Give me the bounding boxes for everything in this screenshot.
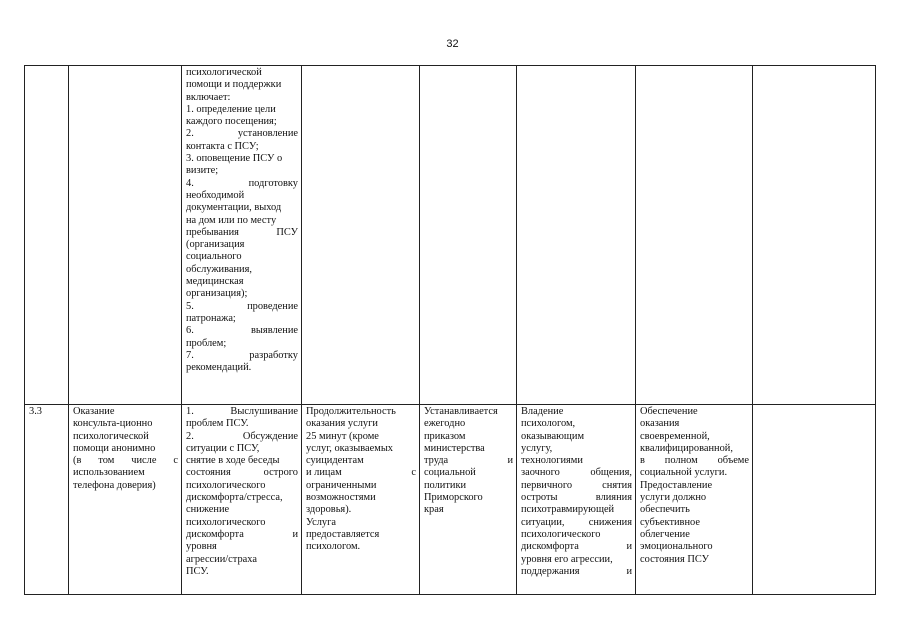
text-line: Обеспечение	[640, 406, 698, 417]
text-line: ПСУ.	[186, 565, 209, 577]
cell-evaluation	[636, 66, 753, 405]
text-word: дискомфорта	[521, 541, 579, 553]
text-word: проведение	[247, 300, 298, 312]
text-word: и	[626, 541, 632, 553]
text-line	[521, 492, 632, 504]
text-word: 4.	[186, 177, 194, 189]
text-line: субъективное	[640, 516, 700, 528]
cell-duration	[302, 66, 420, 405]
text-line: необходимой	[186, 189, 245, 201]
text-word: и	[507, 455, 513, 467]
text-line: организация);	[186, 288, 248, 300]
text-line: Продолжительность	[306, 406, 396, 417]
text-line	[521, 467, 632, 479]
table-row	[25, 405, 876, 595]
text-word: с	[173, 455, 178, 467]
text-line: социальной услуги.	[640, 467, 728, 479]
text-line	[424, 455, 513, 467]
text-line: края	[424, 504, 444, 516]
text-line	[186, 128, 298, 140]
table-row	[25, 66, 876, 405]
text-line: приказом	[424, 430, 466, 442]
text-line: услугу,	[521, 442, 553, 454]
text-line: услуг, оказываемых	[306, 442, 393, 454]
text-line	[186, 301, 298, 313]
cell-number	[25, 66, 69, 405]
text-line: психологического	[186, 516, 266, 528]
text-line: помощи анонимно	[73, 442, 156, 454]
text-word: том	[98, 455, 115, 467]
text-word: подготовку	[248, 177, 298, 189]
text-word: ситуации,	[521, 516, 565, 528]
text-line: обслуживания,	[186, 263, 252, 275]
text-line: суицидентам	[306, 455, 364, 467]
text-line: включает:	[186, 91, 231, 103]
text-line: психологом,	[521, 418, 576, 430]
text-line: психологического	[186, 479, 266, 491]
text-line: визите;	[186, 165, 219, 177]
cell-quality	[517, 66, 636, 405]
text-line	[306, 467, 416, 479]
text-line: ежегодно	[424, 418, 466, 430]
text-word: 7.	[186, 349, 194, 361]
cell-service-content	[182, 405, 302, 595]
text-line: Приморского	[424, 492, 483, 504]
text-line	[186, 178, 298, 190]
text-line: рекомендаций.	[186, 362, 252, 374]
cell-service-name	[69, 66, 182, 405]
text-line	[186, 529, 298, 541]
text-line	[521, 566, 632, 578]
text-line: своевременной,	[640, 430, 710, 442]
cell-quality	[517, 405, 636, 595]
text-line: телефона доверия)	[73, 479, 156, 491]
text-line: Устанавливается	[424, 406, 498, 417]
text-line: облегчение	[640, 528, 690, 540]
text-line: психологом.	[306, 541, 361, 553]
text-word: снятия	[602, 479, 632, 491]
text-line	[521, 517, 632, 529]
text-line	[186, 406, 298, 418]
text-line: ситуации с ПСУ,	[186, 442, 260, 454]
text-word: 1.	[186, 406, 194, 417]
text-word: 5.	[186, 300, 194, 312]
text-line: консульта-ционно	[73, 418, 153, 430]
text-line: проблем ПСУ.	[186, 418, 249, 430]
text-word: пребывания	[186, 226, 239, 238]
text-word: поддержания	[521, 565, 580, 577]
text-line: Услуга	[306, 516, 336, 528]
text-word: труда	[424, 455, 449, 467]
text-line: психотравмирующей	[521, 504, 615, 516]
text-line: 1. определение цели	[186, 103, 276, 115]
text-line: патронажа;	[186, 312, 236, 324]
text-line: оказывающим	[521, 430, 585, 442]
text-line: предоставляется	[306, 528, 380, 540]
text-line: министерства	[424, 442, 485, 454]
text-line	[521, 480, 632, 492]
text-line: на дом или по месту	[186, 214, 277, 226]
text-line: психологической	[186, 67, 262, 78]
text-word: дискомфорта	[186, 528, 244, 540]
text-line: уровня	[186, 541, 217, 553]
text-line: медицинская	[186, 276, 244, 288]
text-word: 2.	[186, 430, 194, 442]
text-line: Оказание	[73, 406, 115, 417]
text-word: заочного	[521, 467, 560, 479]
text-word: 2.	[186, 128, 194, 140]
cell-service-content	[182, 66, 302, 405]
text-line: политики	[424, 479, 467, 491]
text-line: 3. оповещение ПСУ о	[186, 153, 283, 165]
text-line: квалифицированной,	[640, 442, 733, 454]
text-line	[73, 455, 178, 467]
text-word: установление	[237, 128, 298, 140]
text-word: ПСУ	[276, 226, 298, 238]
text-line: технологиями	[521, 455, 583, 467]
cell-service-name	[69, 405, 182, 595]
cell-standard	[420, 405, 517, 595]
text-word: Выслушивание	[230, 406, 298, 417]
text-word: состояния	[186, 467, 231, 479]
text-word: числе	[131, 455, 157, 467]
text-line: Предоставление	[640, 479, 713, 491]
text-line	[186, 431, 298, 443]
cell-duration	[302, 405, 420, 595]
text-word: выявление	[251, 325, 298, 337]
text-line: ограниченными	[306, 479, 377, 491]
text-word: остроты	[521, 492, 558, 504]
text-line: обеспечить	[640, 504, 690, 516]
text-line: психологической	[73, 430, 149, 442]
text-line	[186, 227, 298, 239]
text-line: помощи и поддержки	[186, 79, 282, 91]
text-line: возможностями	[306, 492, 376, 504]
cell-standard	[420, 66, 517, 405]
cell-evaluation	[636, 405, 753, 595]
text-word: первичного	[521, 479, 573, 491]
text-line: (организация	[186, 239, 245, 251]
text-line: социального	[186, 251, 242, 263]
text-line: услуги должно	[640, 492, 707, 504]
text-line: эмоционального	[640, 541, 713, 553]
text-line	[186, 350, 298, 362]
text-line: дискомфорта/стресса,	[186, 492, 283, 504]
text-line: контакта с ПСУ;	[186, 140, 259, 152]
text-line: здоровья).	[306, 504, 352, 516]
text-line	[186, 467, 298, 479]
text-word: Обсуждение	[242, 430, 298, 442]
text-line: документации, выход	[186, 202, 282, 214]
text-word: разработку	[249, 349, 298, 361]
text-line: уровня его агрессии,	[521, 553, 613, 565]
cell-number: 3.3	[25, 405, 69, 595]
text-word: снижения	[588, 516, 632, 528]
text-word: (в	[73, 455, 82, 467]
page-number: 32	[446, 38, 459, 50]
text-line: использованием	[73, 467, 145, 479]
text-line: снятие в ходе беседы	[186, 455, 280, 467]
text-line: состояния ПСУ	[640, 553, 710, 565]
text-line: социальной	[424, 467, 476, 479]
text-word: общения,	[590, 467, 632, 479]
text-word: в	[640, 455, 645, 467]
text-word: острого	[263, 467, 298, 479]
text-line: оказания услуги	[306, 418, 378, 430]
text-word: и лицам	[306, 467, 342, 479]
cell-notes	[753, 66, 876, 405]
text-line: психологического	[521, 528, 601, 540]
cell-notes	[753, 405, 876, 595]
text-line: проблем;	[186, 337, 227, 349]
text-line: Владение	[521, 406, 564, 417]
text-line: снижение	[186, 504, 230, 516]
text-word: влияния	[595, 492, 632, 504]
services-table	[24, 65, 876, 595]
text-word: объеме	[717, 455, 749, 467]
text-word: с	[411, 467, 416, 479]
text-line	[186, 325, 298, 337]
text-line: агрессии/страха	[186, 553, 257, 565]
text-line: каждого посещения;	[186, 116, 277, 128]
text-word: 6.	[186, 325, 194, 337]
text-line: оказания	[640, 418, 680, 430]
text-line: 25 минут (кроме	[306, 430, 379, 442]
text-word: полном	[664, 455, 698, 467]
text-word: и	[292, 528, 298, 540]
text-word: и	[626, 565, 632, 577]
text-line	[640, 455, 749, 467]
text-line	[521, 541, 632, 553]
